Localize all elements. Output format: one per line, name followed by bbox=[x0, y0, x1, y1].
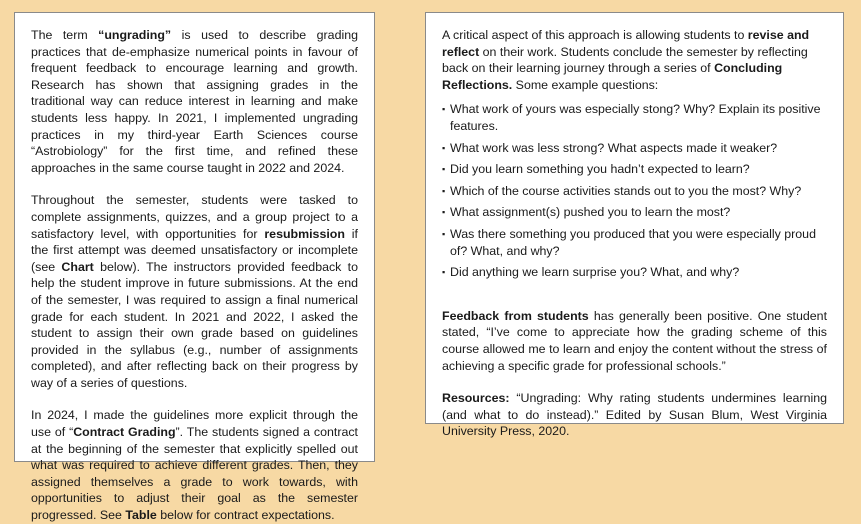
emphasis-table: Table bbox=[125, 508, 157, 523]
emphasis-revise-reflect: revise and reflect bbox=[442, 28, 810, 59]
text-run: A critical aspect of this approach is allowing students to bbox=[442, 28, 748, 42]
text-run: has generally been positive. One student stated, “I’ve come to appreciate how the grading scheme of this course allowed me to learn and enjoy the content without the stress of achieving a specific grade for professional schools.” bbox=[442, 308, 828, 373]
list-item: ▪ What assignment(s) pushed you to learn the most? bbox=[442, 204, 827, 221]
text-run: below for contract expectations. bbox=[156, 508, 335, 523]
right-text-panel bbox=[425, 12, 844, 439]
text-run: Throughout the semester, students were tasked to complete assignments, quizzes, and a group project to a satisfactory level, with opportunities for bbox=[31, 193, 358, 241]
emphasis-chart: Chart bbox=[61, 259, 94, 274]
text-run: if the first attempt was deemed unsatisfactory or incomplete (see bbox=[31, 226, 358, 274]
text-run: The term bbox=[31, 28, 99, 42]
emphasis-concluding-reflections: Concluding Reflections. bbox=[442, 61, 783, 92]
list-item: ▪ What work was less strong? What aspects made it weaker? bbox=[442, 140, 827, 157]
text-run: below). The instructors provided feedback to help the student improve in future submissions. At the end of the semester, I was required to assign a final numerical grade for each student. In 2021 and 2022, I asked the student to assign their own grade based on guidelines provided in the syllabus (e.g., number of assignments completed), and after reflecting back on their progress by way of a series of questions. bbox=[31, 259, 359, 390]
emphasis-resubmission: resubmission bbox=[264, 226, 345, 241]
text-run: “Ungrading: Why rating students undermines learning (and what to do instead).” Edited by Susan Blum, West Virginia University Press, 2020. bbox=[442, 391, 827, 439]
list-item: ▪ Which of the course activities stands out to you the most? Why? bbox=[442, 183, 827, 200]
text-run: ”. The students signed a contract at the beginning of the semester that explicitly spelled out what was required to achieve different grades. Then, they assigned themselves a grade to work towards, with opportunities to adjust their goal as the semester progressed. See bbox=[31, 425, 358, 523]
list-item: ▪ Was there something you produced that you were especially proud of? What, and why? bbox=[442, 226, 827, 259]
resources-paragraph bbox=[442, 390, 827, 440]
semester-process-paragraph bbox=[31, 192, 358, 391]
reflection-intro-paragraph bbox=[442, 27, 827, 93]
list-item: ▪ Did anything we learn surprise you? What, and why? bbox=[442, 264, 827, 281]
text-run: Some example questions: bbox=[512, 77, 659, 92]
emphasis-feedback: Feedback from students bbox=[442, 308, 589, 323]
emphasis-contract-grading: Contract Grading bbox=[73, 425, 176, 440]
text-run: on their work. Students conclude the semester by reflecting back on their learning journey through a series of bbox=[442, 44, 808, 76]
example-questions-list bbox=[442, 101, 827, 280]
text-run: In 2024, I made the guidelines more explicit through the use of “ bbox=[31, 408, 358, 440]
ungrading-definition-paragraph bbox=[31, 27, 358, 176]
list-item: ▪ Did you learn something you hadn’t expected to learn? bbox=[442, 161, 827, 178]
text-run: is used to describe grading practices that de-emphasize numerical points in favour of frequent feedback to encourage learning and growth. Research has shown that assigning grades in the traditional way can reduce interest in learning and make students less happy. In 2021, I implemented ungrading practices in my third-year Earth Sciences course “Astrobiology” for the first time, and refined these approaches in the same course taught in 2022 and 2024. bbox=[31, 28, 358, 175]
student-feedback-paragraph bbox=[442, 308, 827, 374]
list-item: ▪ What work of yours was especially stong? Why? Explain its positive features. bbox=[442, 101, 827, 134]
emphasis-ungrading: “ungrading” bbox=[98, 28, 172, 42]
emphasis-resources: Resources: bbox=[442, 391, 510, 406]
left-text-panel bbox=[14, 12, 375, 523]
contract-grading-paragraph bbox=[31, 407, 358, 523]
